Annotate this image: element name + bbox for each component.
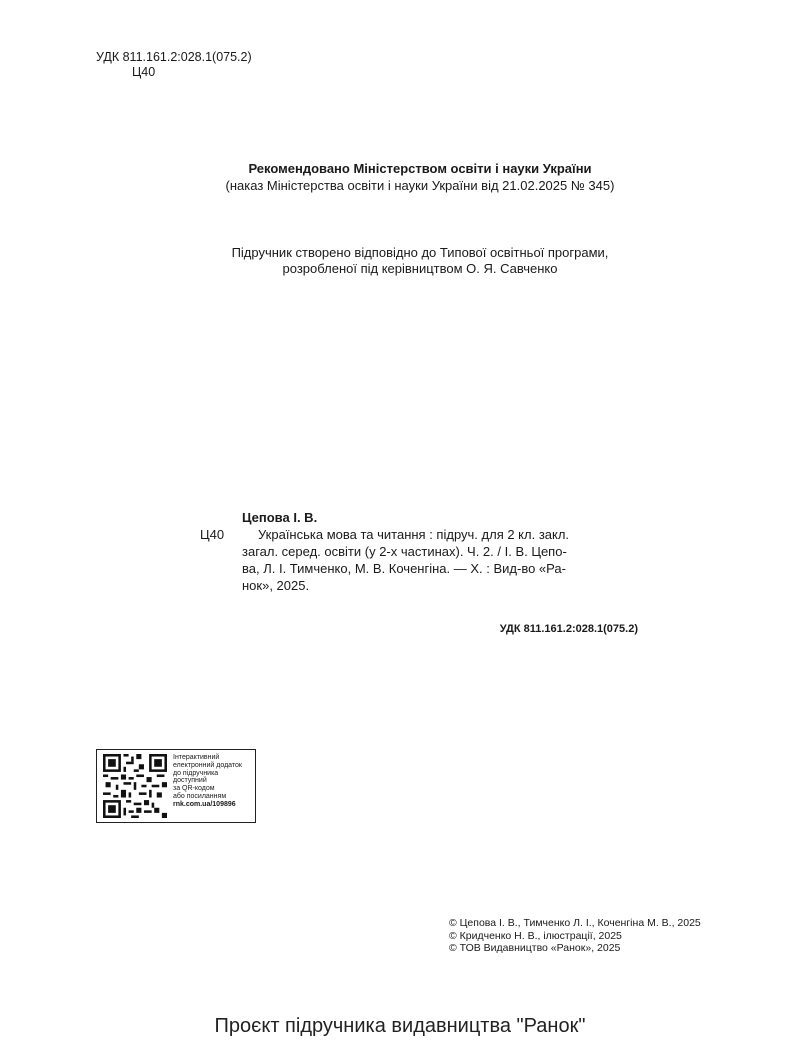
udk-index: УДК 811.161.2:028.1(075.2) xyxy=(499,623,638,635)
qr-note-line: до підручника xyxy=(173,769,219,777)
description-line: загал. серед. освіти (у 2-х частинах). Ч. 2. / І. В. Цепо- xyxy=(242,544,567,559)
udk-header-line: УДК 811.161.2:028.1(075.2) xyxy=(96,50,252,64)
qr-link[interactable]: rnk.com.ua/109896 xyxy=(173,800,236,808)
description-line: ва, Л. І. Тимченко, М. В. Коченгіна. — Х. : Вид-во «Ра- xyxy=(242,561,566,576)
recommendation-title: Рекомендовано Міністерством освіти і науки України xyxy=(248,161,592,176)
program-note-line: Підручник створено відповідно до Типової освітньої програми, xyxy=(231,245,609,260)
qr-note-line: електронний додаток xyxy=(173,761,242,769)
bibliographic-record xyxy=(200,509,640,594)
qr-code-icon[interactable] xyxy=(103,754,167,818)
qr-note-line: за QR-кодом xyxy=(173,785,215,793)
qr-note-line: доступний xyxy=(173,777,207,785)
program-note xyxy=(0,245,800,277)
recommendation-block xyxy=(0,160,800,194)
description-line: Українська мова та читання : підруч. для 2 кл. закл. xyxy=(258,527,570,542)
qr-note-line: або посиланням xyxy=(173,792,227,800)
copyright-line: © Кридченко Н. В., ілюстрації, 2025 xyxy=(449,929,622,942)
qr-description xyxy=(173,754,242,818)
description-line: нок», 2025. xyxy=(242,578,310,593)
udk-header-code: Ц40 xyxy=(132,65,156,79)
page-footer: Проєкт підручника видавництва "Ранок" xyxy=(214,1015,586,1037)
book-author: Цепова І. В. xyxy=(242,510,318,525)
catalog-code: Ц40 xyxy=(200,527,225,542)
program-note-line: розробленої під керівництвом О. Я. Савченко xyxy=(282,261,558,276)
qr-code-panel[interactable] xyxy=(96,749,256,823)
recommendation-order: (наказ Міністерства освіти і науки України від 21.02.2025 № 345) xyxy=(225,178,615,193)
copyright-line: © Цепова І. В., Тимченко Л. І., Коченгіна М. В., 2025 xyxy=(449,917,701,929)
qr-note-line: Інтерактивний xyxy=(173,754,220,761)
copyright-block xyxy=(449,917,701,955)
copyright-line: © ТОВ Видавництво «Ранок», 2025 xyxy=(449,942,621,954)
bibliographic-description xyxy=(242,526,640,594)
udk-header xyxy=(96,50,252,80)
